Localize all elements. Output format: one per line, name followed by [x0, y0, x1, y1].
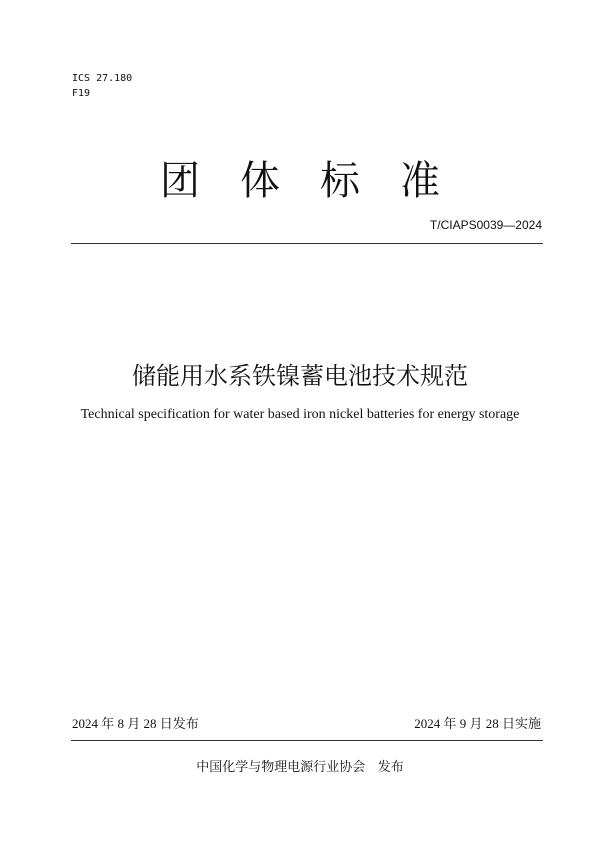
- ics-code: ICS 27.180: [72, 73, 133, 84]
- issuing-organization: 中国化学与物理电源行业协会 发布: [196, 760, 404, 775]
- standard-type-heading: 团体标准: [160, 158, 480, 204]
- publish-date: 2024 年 8 月 28 日发布: [72, 716, 199, 731]
- standard-number: T/CIAPS0039—2024: [429, 218, 542, 232]
- document-title-chinese: 储能用水系铁镍蓄电池技术规范: [132, 362, 468, 390]
- document-title-english: Technical specification for water based iron nickel batteries for energy storage: [80, 407, 520, 422]
- implementation-date: 2024 年 9 月 28 日实施: [414, 716, 541, 731]
- bottom-divider: [71, 740, 543, 741]
- classification-code: F19: [72, 88, 91, 99]
- top-divider: [71, 243, 543, 244]
